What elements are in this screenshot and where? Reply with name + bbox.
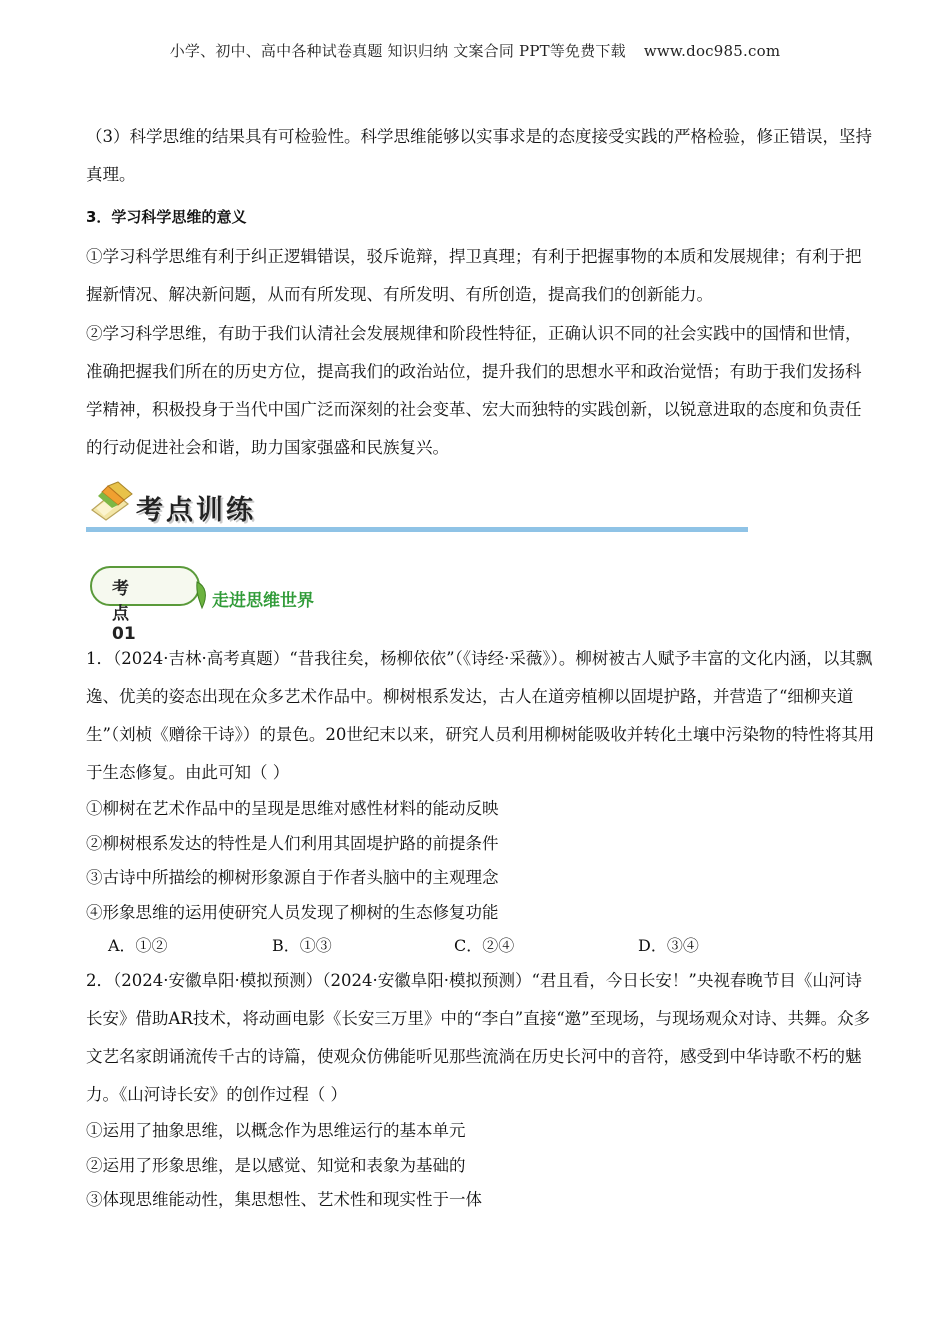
question-stem: 2．（2024·安徽阜阳·模拟预测）（2024·安徽阜阳·模拟预测）“君且看，今日长安！”央视春晚节目《山河诗长安》借助AR技术，将动画电影《长安三万里》中的“李白”直接“邀”至现场，与现场观众对诗、共舞。众多文艺名家朗诵流传千古的诗篇，使观众仿佛能听见那些流淌在历史长河中的音符，感受到中华诗歌不朽的魅力。《山河诗长安》的创作过程（ ） (86, 971, 871, 1104)
choice-c[interactable]: C．②④ (454, 936, 515, 955)
header-text: 小学、初中、高中各种试卷真题 知识归纳 文案合同 PPT等免费下载 (169, 42, 626, 60)
pencil-book-icon (88, 480, 134, 522)
choice-b[interactable]: B．①③ (272, 936, 332, 955)
choice-d[interactable]: D．③④ (638, 936, 699, 955)
statement-item: ②运用了形象思维，是以感觉、知觉和表象为基础的 (86, 1155, 466, 1175)
paragraph-significance-1 (86, 238, 876, 314)
paragraph-text: ①学习科学思维有利于纠正逻辑错误，驳斥诡辩，捍卫真理；有利于把握事物的本质和发展规律；有利于把握新情况、解决新问题，从而有所发现、有所发明、有所创造，提高我们的创新能力。 (86, 247, 862, 304)
question-2 (86, 962, 876, 1218)
statement-item: ②柳树根系发达的特性是人们利用其固堤护路的前提条件 (86, 833, 499, 853)
statement-item: ③体现思维能动性，集思想性、艺术性和现实性于一体 (86, 1190, 482, 1209)
statement-item: ③古诗中所描绘的柳树形象源自于作者头脑中的主观理念 (86, 868, 499, 887)
banner-underline (86, 527, 748, 532)
kaodian-title: 走进思维世界 (212, 591, 314, 611)
question-stem: 1．（2024·吉林·高考真题）“昔我往矣，杨柳依依”（《诗经·采薇》）。柳树被古人赋予丰富的文化内涵，以其飘逸、优美的姿态出现在众多艺术作品中。柳树根系发达，古人在道旁植柳以固堤护路，并营造了“细柳夹道生”（刘桢《赠徐干诗》）的景色。20世纪末以来，研究人员利用柳树能吸收并转化土壤中污染物的特性将其用于生态修复。由此可知（ ） (86, 649, 875, 782)
statement-item: ④形象思维的运用使研究人员发现了柳树的生态修复功能 (86, 902, 499, 922)
paragraph-3 (86, 118, 876, 194)
page-header (0, 40, 950, 61)
kaodian-badge (90, 566, 200, 606)
leaf-icon (194, 580, 210, 610)
question-1 (86, 640, 876, 930)
answer-choices (108, 925, 808, 959)
kaodian-badge-label: 考点01 (112, 579, 136, 644)
banner-title: 考点训练 (136, 495, 256, 526)
paragraph-text: （3）科学思维的结果具有可检验性。科学思维能够以实事求是的态度接受实践的严格检验，修正错误，坚持真理。 (86, 127, 872, 184)
paragraph-significance-2 (86, 315, 876, 467)
section-banner (86, 478, 748, 532)
statement-item: ①柳树在艺术作品中的呈现是思维对感性材料的能动反映 (86, 799, 499, 818)
paragraph-text: ②学习科学思维，有助于我们认清社会发展规律和阶段性特征，正确认识不同的社会实践中的国情和世情，准确把握我们所在的历史方位，提高我们的政治站位，提升我们的思想水平和政治觉悟；有助于我们发扬科学精神，积极投身于当代中国广泛而深刻的社会变革、宏大而独特的实践创新，以锐意进取的态度和负责任的行动促进社会和谐，助力国家强盛和民族复兴。 (86, 324, 862, 457)
section-heading: 3．学习科学思维的意义 (86, 208, 247, 226)
choice-a[interactable]: A．①② (108, 936, 168, 955)
statement-item: ①运用了抽象思维，以概念作为思维运行的基本单元 (86, 1121, 466, 1140)
header-url[interactable]: www.doc985.com (643, 42, 781, 60)
